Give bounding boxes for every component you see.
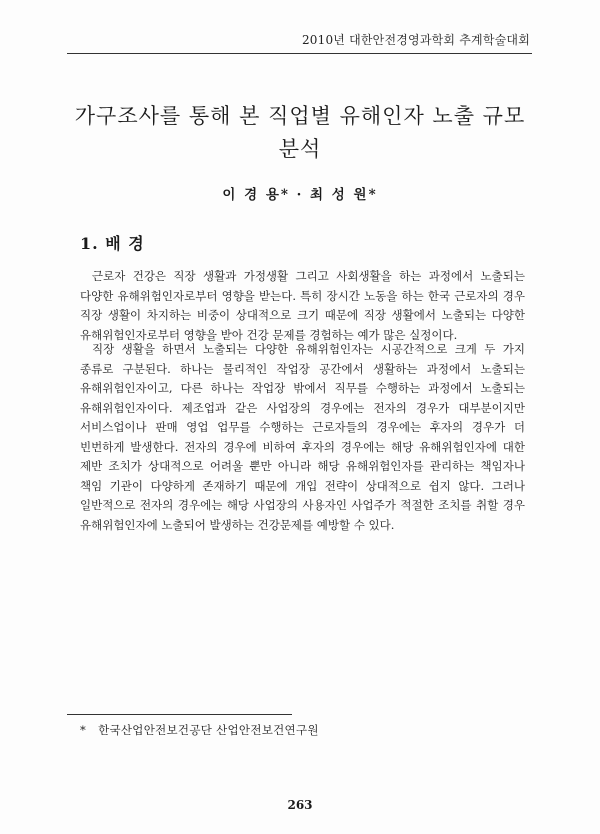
page-number: 263 — [287, 798, 313, 812]
affiliation-footnote — [80, 722, 319, 738]
paper-title: 가구조사를 통해 본 직업별 유해인자 노출 규모 분석 — [74, 104, 526, 161]
body-paragraph-2 — [80, 340, 525, 535]
running-header: 2010년 대한안전경영과학회 추계학술대회 — [301, 33, 530, 47]
footnote-mark: * — [80, 723, 87, 737]
footnote-rule — [67, 714, 292, 715]
body-paragraph-1 — [80, 267, 525, 345]
header-rule — [67, 53, 532, 54]
paragraph-text: 직장 생활을 하면서 노출되는 다양한 유해위험인자는 시공간적으로 크게 두 가지 종류로 구분된다. 하나는 물리적인 작업장 공간에서 생활하는 과정에서 노출되는 유해위험인자이고, 다른 하나는 작업장 밖에서 직무를 수행하는 과정에서 노출되는 유해위험인자이다. 제조업과 같은 사업장의 경우에는 전자의 경우가 대부분이지만 서비스업이나 판매 영업 업무를 수행하는 근로자들의 경우에는 후자의 경우가 더 빈번하게 발생한다. 전자의 경우에 비하여 후자의 경우에는 해당 유해위험인자에 대한 제반 조치가 상대적으로 어려울 뿐만 아니라 해당 유해위험인자를 관리하는 책임자나 책임 기관이 다양하게 존재하기 때문에 개입 전략이 상대적으로 쉽지 않다. 그러나 일반적으로 전자의 경우에는 해당 사업장의 사용자인 사업주가 적절한 조치를 취할 경우 유해위험인자에 노출되어 발생하는 건강문제를 예방할 수 있다. — [80, 342, 525, 532]
footnote-text: 한국산업안전보건공단 산업안전보건연구원 — [98, 723, 319, 737]
paragraph-text: 근로자 건강은 직장 생활과 가정생활 그리고 사회생활을 하는 과정에서 노출되는 다양한 유해위험인자로부터 영향을 받는다. 특히 장시간 노동을 하는 한국 근로자의 경우 직장 생활이 차지하는 비중이 상대적으로 크기 때문에 직장 생활에서 노출되는 다양한 유해위험인자로부터 영향을 받아 건강 문제를 경험하는 예가 많은 실정이다. — [80, 269, 525, 342]
author-list: 이 경 용* · 최 성 원* — [222, 187, 378, 203]
section-heading: 1. 배 경 — [80, 234, 145, 253]
